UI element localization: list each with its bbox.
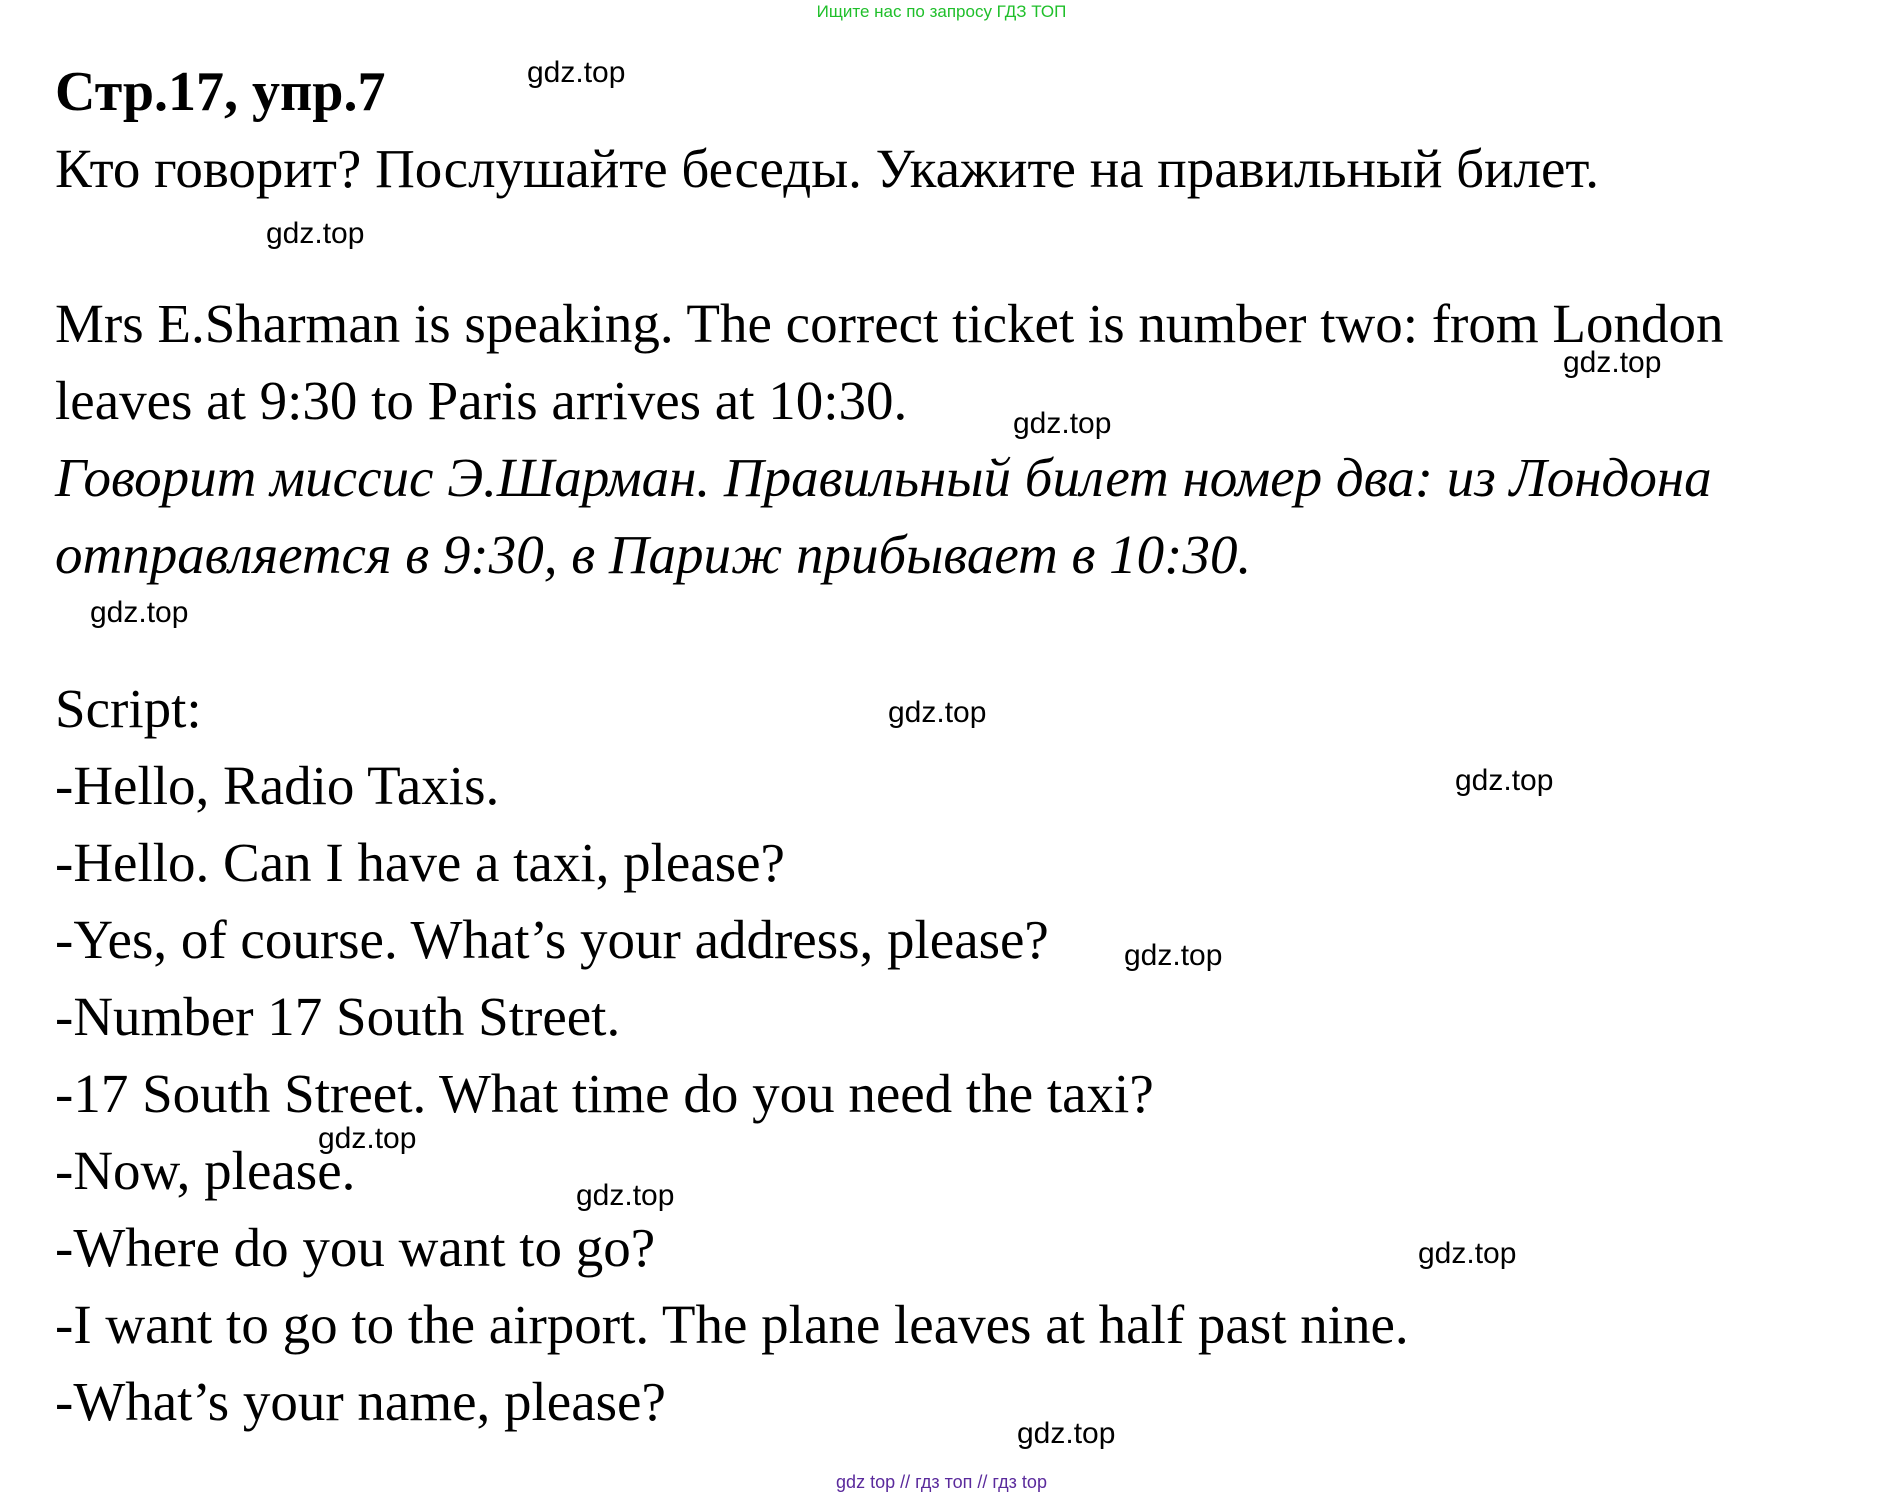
script-label: Script: (55, 678, 202, 739)
watermark: gdz.top (266, 217, 365, 250)
script-line: -Yes, of course. What’s your address, please? (55, 909, 1049, 970)
watermark: gdz.top (90, 596, 189, 629)
script-line: -Hello. Can I have a taxi, please? (55, 832, 785, 893)
script-line: -Hello, Radio Taxis. (55, 755, 500, 816)
watermark: gdz.top (1418, 1237, 1517, 1270)
watermark: gdz.top (1013, 407, 1112, 440)
watermark: gdz.top (888, 696, 987, 729)
watermark: gdz.top (576, 1179, 675, 1212)
watermark: gdz.top (1124, 939, 1223, 972)
script-line: -Where do you want to go? (55, 1217, 656, 1278)
watermark: gdz.top (1017, 1417, 1116, 1450)
script-line: -Number 17 South Street. (55, 986, 621, 1047)
watermark: gdz.top (1455, 764, 1554, 797)
answer-en-line-2: leaves at 9:30 to Paris arrives at 10:30. (55, 370, 908, 431)
task-text: Кто говорит? Послушайте беседы. Укажите на правильный билет. (55, 138, 1600, 199)
top-banner: Ищите нас по запросу ГДЗ ТОП (816, 2, 1067, 21)
answer-ru-line-2: отправляется в 9:30, в Париж прибывает в 10:30. (55, 524, 1252, 585)
script-line: -17 South Street. What time do you need the taxi? (55, 1063, 1154, 1124)
watermark: gdz.top (1563, 346, 1662, 379)
watermark: gdz.top (527, 56, 626, 89)
answer-en-line-1: Mrs E.Sharman is speaking. The correct ticket is number two: from London (55, 293, 1724, 354)
page-heading: Стр.17, упр.7 (55, 61, 386, 123)
answer-ru-line-1: Говорит миссис Э.Шарман. Правильный билет номер два: из Лондона (55, 447, 1712, 508)
watermark: gdz.top (318, 1122, 417, 1155)
footer-links: gdz top // гдз топ // гдз top (836, 1472, 1047, 1492)
script-line: -What’s your name, please? (55, 1371, 666, 1432)
script-line: -Now, please. (55, 1140, 356, 1201)
script-line: -I want to go to the airport. The plane leaves at half past nine. (55, 1294, 1409, 1355)
